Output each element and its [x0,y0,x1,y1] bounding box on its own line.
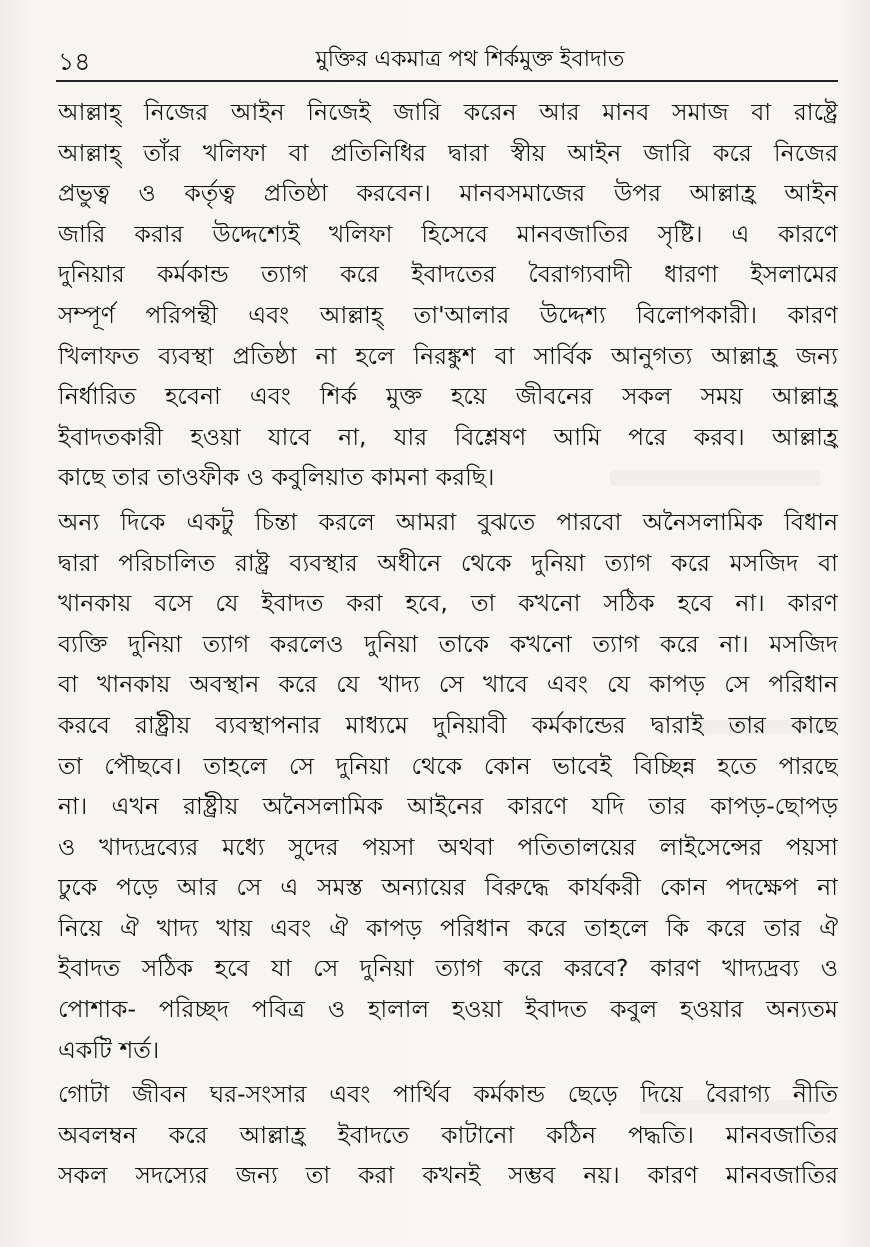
text-line: দুনিয়ার কর্মকান্ড ত্যাগ করে ইবাদতের বৈরাগ্যবাদী ধারণা ইসলামের [58,260,838,289]
text-line: অবলম্বন করে আল্লাহ্র ইবাদতে কাটানো কঠিন পদ্ধতি। মানবজাতির [58,1120,838,1149]
body-text [58,92,838,1196]
page-header [0,38,870,78]
text-line: ঢুকে পড়ে আর সে এ সমস্ত অন্যায়ের বিরুদ্ধে কার্যকরী কোন পদক্ষেপ না [58,873,838,902]
paragraph [58,92,838,498]
text-line: প্রভুত্ব ও কর্তৃত্ব প্রতিষ্ঠা করবেন। মানবসমাজের উপর আল্লাহ্র আইন [58,179,838,208]
text-line: খিলাফত ব্যবস্থা প্রতিষ্ঠা না হলে নিরঙ্কুশ বা সার্বিক আনুগত্য আল্লাহ্র জন্য [58,341,838,370]
text-line: ব্যক্তি দুনিয়া ত্যাগ করলেও দুনিয়া তাকে কখনো ত্যাগ করে না। মসজিদ [58,629,838,658]
text-line: কাছে তার তাওফীক ও কবুলিয়াত কামনা করছি। [58,463,495,492]
text-line: দ্বারা পরিচালিত রাষ্ট্র ব্যবস্থার অধীনে থেকে দুনিয়া ত্যাগ করে মসজিদ বা [58,548,838,577]
text-line: না। এখন রাষ্ট্রীয় অনৈসলামিক আইনের কারণে যদি তার কাপড়-ছোপড় [58,792,838,821]
text-line: জারি করার উদ্দেশ্যেই খলিফা হিসেবে মানবজাতির সৃষ্টি। এ কারণে [58,219,838,248]
text-line: অন্য দিকে একটু চিন্তা করলে আমরা বুঝতে পারবো অনৈসলামিক বিধান [58,507,838,536]
text-line: একটি শর্ত। [58,1035,160,1064]
running-title: মুক্তির একমাত্র পথ শির্কমুক্ত ইবাদাত [315,47,625,72]
text-line: গোটা জীবন ঘর-সংসার এবং পার্থিব কর্মকান্ড ছেড়ে দিয়ে বৈরাগ্য নীতি [58,1080,838,1109]
text-line: ও খাদ্যদ্রব্যের মধ্যে সুদের পয়সা অথবা পতিতালয়ের লাইসেন্সের পয়সা [58,832,838,861]
paragraph [58,1074,838,1196]
paragraph [58,502,838,1070]
text-line: নিয়ে ঐ খাদ্য খায় এবং ঐ কাপড় পরিধান করে তাহলে কি করে তার ঐ [58,913,838,942]
text-line: ইবাদত সঠিক হবে যা সে দুনিয়া ত্যাগ করে করবে? কারণ খাদ্যদ্রব্য ও [58,954,838,983]
text-line: নির্ধারিত হবেনা এবং শির্ক মুক্ত হয়ে জীবনের সকল সময় আল্লাহ্র [58,382,838,411]
text-line: বা খানকায় অবস্থান করে যে খাদ্য সে খাবে এবং যে কাপড় সে পরিধান [58,670,838,699]
text-line: সকল সদস্যের জন্য তা করা কখনই সম্ভব নয়। কারণ মানবজাতির [58,1161,838,1190]
text-line: সম্পূর্ণ পরিপন্থী এবং আল্লাহ্ তা'আলার উদ্দেশ্য বিলোপকারী। কারণ [58,300,838,329]
text-line: তা পৌছবে। তাহলে সে দুনিয়া থেকে কোন ভাবেই বিচ্ছিন্ন হতে পারছে [58,751,838,780]
text-line: আল্লাহ্ নিজের আইন নিজেই জারি করেন আর মানব সমাজ বা রাষ্ট্রে [58,98,838,126]
text-line: ইবাদতকারী হওয়া যাবে না, যার বিশ্লেষণ আমি পরে করব। আল্লাহ্র [58,422,838,451]
text-line: আল্লাহ্ তাঁর খলিফা বা প্রতিনিধির দ্বারা স্বীয় আইন জারি করে নিজের [58,138,838,167]
page-number: ১৪ [58,47,91,76]
text-line: পোশাক- পরিচ্ছদ পবিত্র ও হালাল হওয়া ইবাদত কবুল হওয়ার অন্যতম [58,995,838,1024]
text-line: খানকায় বসে যে ইবাদত করা হবে, তা কখনো সঠিক হবে না। কারণ [58,589,838,618]
header-rule [56,80,838,82]
text-line: করবে রাষ্ট্রীয় ব্যবস্থাপনার মাধ্যমে দুনিয়াবী কর্মকান্ডের দ্বারাই তার কাছে [58,710,838,739]
